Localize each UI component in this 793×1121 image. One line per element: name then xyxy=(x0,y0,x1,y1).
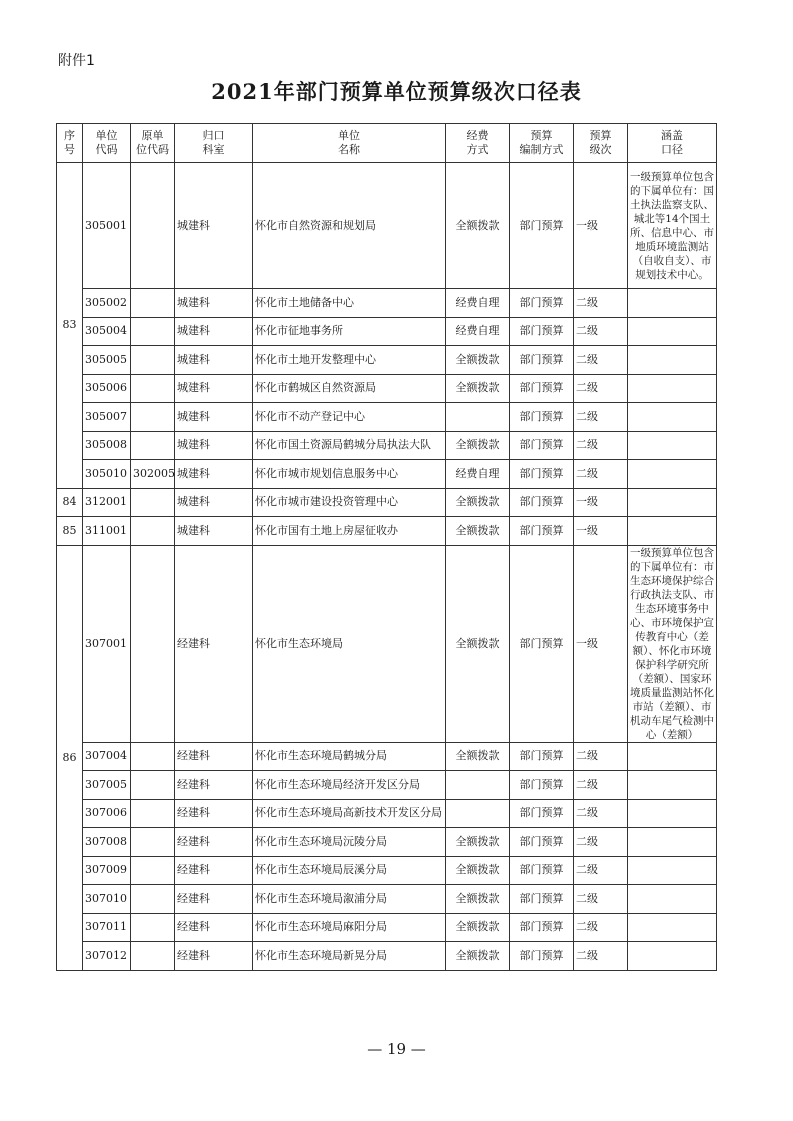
unit-name-cell: 怀化市不动产登记中心 xyxy=(253,403,446,432)
unit-name-cell: 怀化市生态环境局 xyxy=(253,545,446,742)
orig-code-cell xyxy=(131,771,175,800)
scope-cell xyxy=(628,488,717,517)
scope-cell xyxy=(628,431,717,460)
table-row xyxy=(57,163,717,289)
unit-code-cell: 312001 xyxy=(83,488,131,517)
dept-cell: 城建科 xyxy=(175,517,253,546)
dept-cell: 城建科 xyxy=(175,163,253,289)
method-cell: 部门预算 xyxy=(510,317,574,346)
unit-code-cell: 307009 xyxy=(83,856,131,885)
funding-cell: 全额拨款 xyxy=(446,742,510,771)
method-cell: 部门预算 xyxy=(510,742,574,771)
table-row xyxy=(57,403,717,432)
funding-cell: 全额拨款 xyxy=(446,346,510,375)
unit-code-cell: 307005 xyxy=(83,771,131,800)
funding-cell: 全额拨款 xyxy=(446,545,510,742)
level-cell: 二级 xyxy=(574,374,628,403)
table-row xyxy=(57,942,717,971)
dept-cell: 经建科 xyxy=(175,856,253,885)
dept-cell: 经建科 xyxy=(175,942,253,971)
table-row xyxy=(57,913,717,942)
funding-cell: 全额拨款 xyxy=(446,913,510,942)
level-cell: 一级 xyxy=(574,517,628,546)
method-cell: 部门预算 xyxy=(510,431,574,460)
level-cell: 二级 xyxy=(574,460,628,489)
unit-name-cell: 怀化市国有土地上房屋征收办 xyxy=(253,517,446,546)
funding-cell: 全额拨款 xyxy=(446,488,510,517)
table-row xyxy=(57,317,717,346)
orig-code-cell xyxy=(131,913,175,942)
method-cell: 部门预算 xyxy=(510,289,574,318)
table-row xyxy=(57,346,717,375)
level-cell: 二级 xyxy=(574,856,628,885)
dept-cell: 城建科 xyxy=(175,460,253,489)
table-row xyxy=(57,771,717,800)
orig-code-cell xyxy=(131,289,175,318)
dept-cell: 城建科 xyxy=(175,431,253,460)
orig-code-cell xyxy=(131,163,175,289)
header-method: 预算 编制方式 xyxy=(510,124,574,163)
unit-code-cell: 307012 xyxy=(83,942,131,971)
level-cell: 二级 xyxy=(574,799,628,828)
scope-cell xyxy=(628,742,717,771)
dept-cell: 城建科 xyxy=(175,289,253,318)
level-cell: 二级 xyxy=(574,913,628,942)
method-cell: 部门预算 xyxy=(510,799,574,828)
funding-cell: 全额拨款 xyxy=(446,374,510,403)
unit-code-cell: 307011 xyxy=(83,913,131,942)
dept-cell: 经建科 xyxy=(175,742,253,771)
seq-cell: 86 xyxy=(57,545,83,970)
unit-code-cell: 307006 xyxy=(83,799,131,828)
method-cell: 部门预算 xyxy=(510,913,574,942)
table-row xyxy=(57,488,717,517)
funding-cell: 经费自理 xyxy=(446,317,510,346)
table-row xyxy=(57,431,717,460)
funding-cell: 全额拨款 xyxy=(446,856,510,885)
method-cell: 部门预算 xyxy=(510,828,574,857)
method-cell: 部门预算 xyxy=(510,942,574,971)
method-cell: 部门预算 xyxy=(510,771,574,800)
unit-name-cell: 怀化市土地储备中心 xyxy=(253,289,446,318)
unit-name-cell: 怀化市生态环境局溆浦分局 xyxy=(253,885,446,914)
header-seq: 序号 xyxy=(57,124,83,163)
unit-name-cell: 怀化市生态环境局鹤城分局 xyxy=(253,742,446,771)
funding-cell: 全额拨款 xyxy=(446,828,510,857)
unit-name-cell: 怀化市征地事务所 xyxy=(253,317,446,346)
header-scope: 涵盖 口径 xyxy=(628,124,717,163)
table-row xyxy=(57,828,717,857)
unit-code-cell: 305010 xyxy=(83,460,131,489)
level-cell: 一级 xyxy=(574,545,628,742)
funding-cell: 全额拨款 xyxy=(446,942,510,971)
unit-name-cell: 怀化市生态环境局高新技术开发区分局 xyxy=(253,799,446,828)
scope-cell xyxy=(628,403,717,432)
scope-cell xyxy=(628,799,717,828)
dept-cell: 经建科 xyxy=(175,828,253,857)
header-orig-code: 原单 位代码 xyxy=(131,124,175,163)
dept-cell: 城建科 xyxy=(175,488,253,517)
scope-cell xyxy=(628,771,717,800)
table-row xyxy=(57,856,717,885)
level-cell: 二级 xyxy=(574,317,628,346)
level-cell: 一级 xyxy=(574,163,628,289)
dept-cell: 经建科 xyxy=(175,771,253,800)
method-cell: 部门预算 xyxy=(510,163,574,289)
scope-cell: 一级预算单位包含的下属单位有：市生态环境保护综合行政执法支队、市生态环境事务中心、市环境保护宣传教育中心（差额）、怀化市环境保护科学研究所（差额）、国家环境质量监测站怀化市站（差额）、市机动车尾气检测中心（差额） xyxy=(628,545,717,742)
unit-name-cell: 怀化市自然资源和规划局 xyxy=(253,163,446,289)
dept-cell: 城建科 xyxy=(175,374,253,403)
table-row xyxy=(57,742,717,771)
unit-code-cell: 307010 xyxy=(83,885,131,914)
orig-code-cell xyxy=(131,942,175,971)
dept-cell: 经建科 xyxy=(175,913,253,942)
dept-cell: 城建科 xyxy=(175,317,253,346)
funding-cell: 全额拨款 xyxy=(446,163,510,289)
method-cell: 部门预算 xyxy=(510,545,574,742)
level-cell: 二级 xyxy=(574,771,628,800)
method-cell: 部门预算 xyxy=(510,374,574,403)
level-cell: 二级 xyxy=(574,289,628,318)
dept-cell: 城建科 xyxy=(175,403,253,432)
seq-cell: 83 xyxy=(57,163,83,489)
orig-code-cell xyxy=(131,317,175,346)
orig-code-cell xyxy=(131,856,175,885)
unit-name-cell: 怀化市生态环境局经济开发区分局 xyxy=(253,771,446,800)
table-row xyxy=(57,460,717,489)
scope-cell: 一级预算单位包含的下属单位有：国土执法监察支队、城北等14个国土所、信息中心、市地质环境监测站（自收自支）、市规划技术中心。 xyxy=(628,163,717,289)
table-row xyxy=(57,374,717,403)
orig-code-cell xyxy=(131,742,175,771)
funding-cell xyxy=(446,799,510,828)
scope-cell xyxy=(628,346,717,375)
funding-cell: 全额拨款 xyxy=(446,885,510,914)
method-cell: 部门预算 xyxy=(510,517,574,546)
level-cell: 二级 xyxy=(574,742,628,771)
unit-name-cell: 怀化市国土资源局鹤城分局执法大队 xyxy=(253,431,446,460)
orig-code-cell xyxy=(131,545,175,742)
orig-code-cell xyxy=(131,799,175,828)
dept-cell: 经建科 xyxy=(175,545,253,742)
method-cell: 部门预算 xyxy=(510,856,574,885)
table-row xyxy=(57,517,717,546)
method-cell: 部门预算 xyxy=(510,885,574,914)
budget-level-table xyxy=(56,123,717,971)
orig-code-cell: 302005 xyxy=(131,460,175,489)
unit-code-cell: 305007 xyxy=(83,403,131,432)
unit-code-cell: 305006 xyxy=(83,374,131,403)
orig-code-cell xyxy=(131,885,175,914)
unit-name-cell: 怀化市土地开发整理中心 xyxy=(253,346,446,375)
dept-cell: 经建科 xyxy=(175,799,253,828)
scope-cell xyxy=(628,374,717,403)
header-funding: 经费 方式 xyxy=(446,124,510,163)
funding-cell: 全额拨款 xyxy=(446,517,510,546)
header-level: 预算 级次 xyxy=(574,124,628,163)
orig-code-cell xyxy=(131,431,175,460)
header-code: 单位 代码 xyxy=(83,124,131,163)
scope-cell xyxy=(628,289,717,318)
unit-name-cell: 怀化市生态环境局辰溪分局 xyxy=(253,856,446,885)
scope-cell xyxy=(628,460,717,489)
orig-code-cell xyxy=(131,346,175,375)
orig-code-cell xyxy=(131,374,175,403)
level-cell: 二级 xyxy=(574,346,628,375)
level-cell: 一级 xyxy=(574,488,628,517)
unit-code-cell: 305001 xyxy=(83,163,131,289)
unit-code-cell: 305008 xyxy=(83,431,131,460)
page-title: 2021年部门预算单位预算级次口径表 xyxy=(211,79,582,104)
table-header-row xyxy=(57,124,717,163)
level-cell: 二级 xyxy=(574,828,628,857)
unit-name-cell: 怀化市生态环境局麻阳分局 xyxy=(253,913,446,942)
level-cell: 二级 xyxy=(574,431,628,460)
funding-cell xyxy=(446,403,510,432)
scope-cell xyxy=(628,856,717,885)
method-cell: 部门预算 xyxy=(510,488,574,517)
level-cell: 二级 xyxy=(574,942,628,971)
table-body xyxy=(57,163,717,971)
funding-cell: 经费自理 xyxy=(446,460,510,489)
unit-code-cell: 307004 xyxy=(83,742,131,771)
orig-code-cell xyxy=(131,488,175,517)
scope-cell xyxy=(628,317,717,346)
funding-cell xyxy=(446,771,510,800)
header-dept: 归口 科室 xyxy=(175,124,253,163)
unit-code-cell: 305004 xyxy=(83,317,131,346)
funding-cell: 全额拨款 xyxy=(446,431,510,460)
unit-code-cell: 311001 xyxy=(83,517,131,546)
method-cell: 部门预算 xyxy=(510,460,574,489)
unit-code-cell: 307008 xyxy=(83,828,131,857)
scope-cell xyxy=(628,517,717,546)
orig-code-cell xyxy=(131,517,175,546)
table-row xyxy=(57,799,717,828)
dept-cell: 城建科 xyxy=(175,346,253,375)
attachment-label: 附件1 xyxy=(58,53,95,69)
level-cell: 二级 xyxy=(574,403,628,432)
header-name: 单位 名称 xyxy=(253,124,446,163)
unit-code-cell: 305002 xyxy=(83,289,131,318)
page-number: — 19 — xyxy=(367,1040,426,1058)
scope-cell xyxy=(628,828,717,857)
unit-name-cell: 怀化市生态环境局沅陵分局 xyxy=(253,828,446,857)
unit-name-cell: 怀化市城市规划信息服务中心 xyxy=(253,460,446,489)
dept-cell: 经建科 xyxy=(175,885,253,914)
unit-name-cell: 怀化市鹤城区自然资源局 xyxy=(253,374,446,403)
table-row xyxy=(57,545,717,742)
method-cell: 部门预算 xyxy=(510,346,574,375)
level-cell: 二级 xyxy=(574,885,628,914)
unit-code-cell: 305005 xyxy=(83,346,131,375)
scope-cell xyxy=(628,885,717,914)
orig-code-cell xyxy=(131,403,175,432)
unit-name-cell: 怀化市城市建设投资管理中心 xyxy=(253,488,446,517)
table-row xyxy=(57,885,717,914)
funding-cell: 经费自理 xyxy=(446,289,510,318)
table-row xyxy=(57,289,717,318)
scope-cell xyxy=(628,942,717,971)
method-cell: 部门预算 xyxy=(510,403,574,432)
unit-name-cell: 怀化市生态环境局新晃分局 xyxy=(253,942,446,971)
unit-code-cell: 307001 xyxy=(83,545,131,742)
scope-cell xyxy=(628,913,717,942)
seq-cell: 85 xyxy=(57,517,83,546)
seq-cell: 84 xyxy=(57,488,83,517)
orig-code-cell xyxy=(131,828,175,857)
